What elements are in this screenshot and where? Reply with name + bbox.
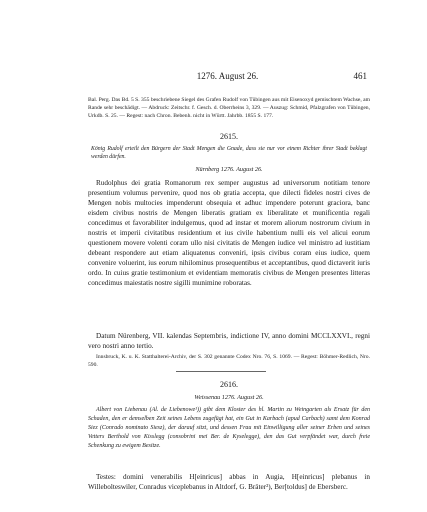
document-2615-summary: König Rudolf erteilt den Bürgern der Stadt Mengen die Gnade, dass sie nur vor einem Richter ihrer Stadt beklagt werden dürfen. — [91, 146, 367, 161]
document-2616-testes: Testes: domini venerabilis H[einricus] abbas in Augia, H[einricus] plebanus in Willebolteswiler, Conradus viceplebanus in Altdorf, G. Bräter²), Ber[toldus] de Ebersberc. — [88, 473, 370, 491]
document-2616-place-date: Weissenau 1276. August 26. — [194, 394, 264, 401]
running-header — [88, 71, 367, 83]
page-number: 461 — [353, 71, 367, 81]
document-2615-place-date: Nürnberg 1276. August 26. — [195, 166, 263, 173]
header-title: 1276. August 26. — [196, 71, 259, 81]
document-2615-source: Innsbruck, K. u. K. Statthalterei-Archiv, der S. 302 genannte Codex Nro. 76, S. 1069. — Regest: Böhmer-Redlich, Nro. 590. — [88, 354, 370, 369]
document-2615-dating: Datum Nürenberg, VII. kalendas Septembris, indictione IV, anno domini MCCLXXVI., regni vero nostri anno tertio. — [88, 332, 370, 350]
document-2616-summary: Albert von Liebenau (Al. de Liebenowe¹)) gibt dem Kloster des hl. Martin zu Weingarten als Ersatz für den Schaden, den er demselben Zeit seines Lebens zugefügt hat, ein Gut in Karbach (apud Carbach) samt dem Konrad Siez (Conrado nominato Siesz), der darauf sitzt, und dessen Frau mit Einwilligung aller seiner Erben und seines Vetters Berthold von Kisslegg (consobrini mei Ber. de Kyselegge), den das Gut verpfändet war, durch freie Schenkung zu ewigem Besitze. — [88, 407, 370, 449]
section-divider — [176, 371, 266, 372]
document-2616-number: 2616. — [220, 380, 238, 389]
document-2615-text: Rudolphus dei gratia Romanorum rex semper augustus ad universorum notitiam tenore presentium volumus pervenire, quod nos ob gratia accepta, que dilecti fideles nostri cives de Mengen nobis multocies impenderunt obsequia et adhuc impendere poterunt graciora, banc eisdem civibus nostris de Mengen liberatis gratiam ex liberalitate et munificentia regali concedimus et favorabiliter indulgemus, quod ad instar et morem aliorum nostrorum civium in nostris et imperii civitatibus residentium et ius civile habentium nulli eis vel alicui eorum questionem movere volenti coram ullo nisi civitatis de Mengen iudice vel ministro ad iustitiam debeant respondere aut etiam aliquatenus conveniri, ipsis civibus coram eius iudice, quem convenire voluerint, ius eorum nihilominus prosequentibus et acceptantibus, quod dictaverit iuris ordo. In cuius gratie testimonium et evidentiam memoratis civibus de Mengen presentes litteras concedimus maiestatis nostre sigilli munimine roboratas. — [88, 179, 370, 287]
preceding-document-note: Bal. Perg. Das Bd. 5 S. 355 beschriebene Siegel des Grafen Rudolf von Tübingen aus mit Eisenoxyd gemischtem Wachse, am Rande sehr beschädigt. — Abdruck: Zeitschr. f. Gesch. d. Oberrheins 3, 329. — Auszug: Schmid, Pfalzgrafen von Tübingen, Urkdb. S. 25. — Regest: nach Chron. Bebenh. nicht in Württ. Jahrbb. 1855 S. 177. — [88, 97, 370, 120]
document-2615-number: 2615. — [220, 132, 238, 141]
